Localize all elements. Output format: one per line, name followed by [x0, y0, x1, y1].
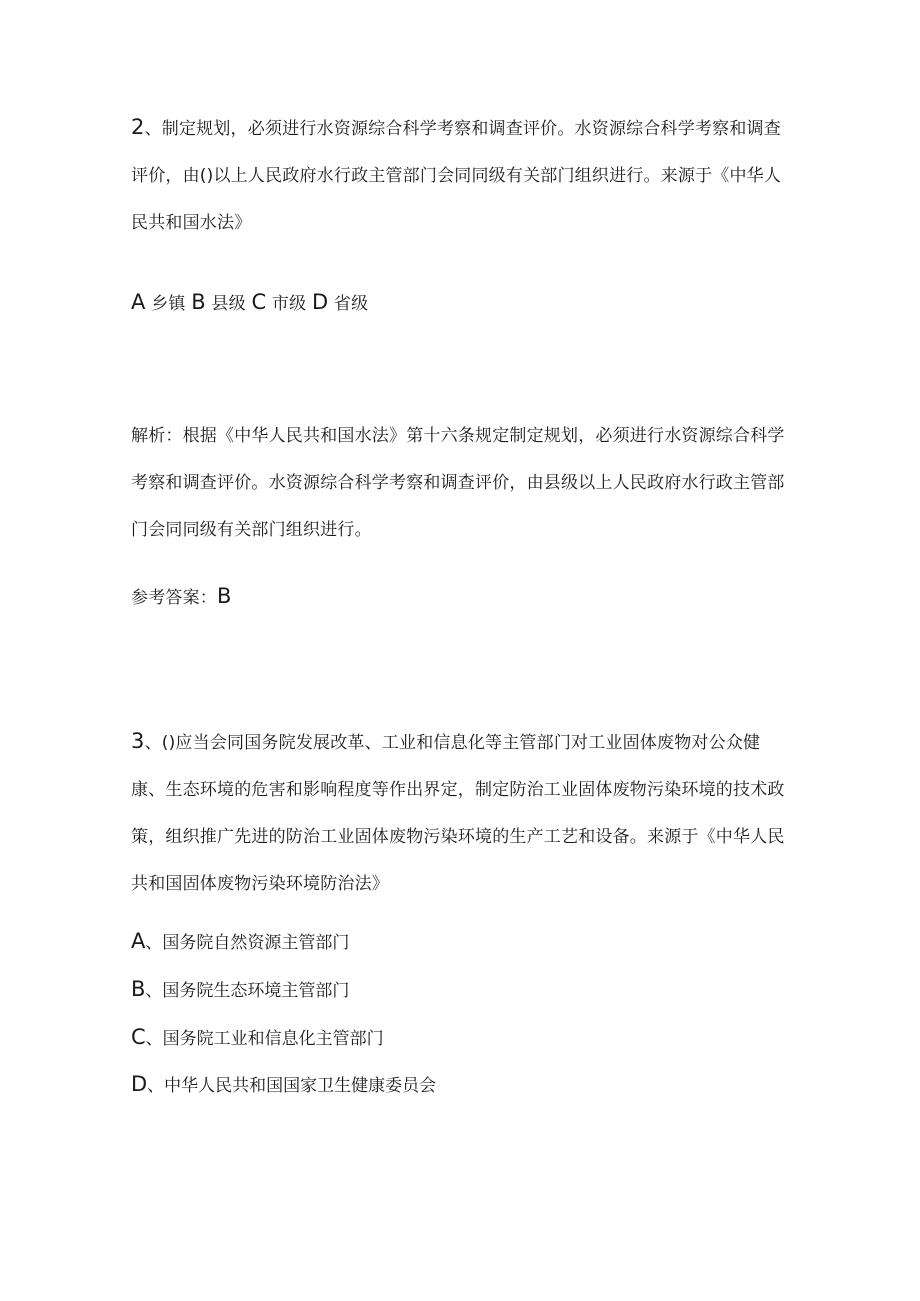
question-2-number: 2	[131, 115, 145, 139]
option-letter-d: D	[311, 290, 329, 314]
option-text-b: 县级	[211, 294, 246, 314]
question-2-stem	[131, 104, 793, 247]
question-2-options	[131, 279, 793, 328]
question-2-answer	[131, 573, 793, 622]
answer-label: 参考答案：	[131, 588, 217, 608]
question-3-stem	[131, 718, 793, 908]
option-text-a: 、国务院自然资源主管部门	[145, 933, 350, 953]
option-text-a: 乡镇	[151, 294, 186, 314]
question-2-text: 、制定规划，必须进行水资源综合科学考察和调查评价。水资源综合科学考察和调查评价，由()以上人民政府水行政主管部门会同同级有关部门组织进行。来源于《中华人民共和国水法》	[131, 119, 782, 233]
option-letter-c: C	[131, 1025, 146, 1049]
option-letter-c: C	[251, 290, 267, 314]
option-text-c: 市级	[271, 294, 307, 314]
option-text-d: 、中华人民共和国国家卫生健康委员会	[147, 1076, 437, 1096]
question-3-option-b	[131, 966, 349, 1015]
question-2-analysis: 解析：根据《中华人民共和国水法》第十六条规定制定规划，必须进行水资源综合科学考察和调查评价。水资源综合科学考察和调查评价，由县级以上人民政府水行政主管部门会同同级有关部门组织进行。	[131, 426, 785, 540]
option-letter-d: D	[131, 1072, 148, 1096]
question-3-option-c	[131, 1014, 384, 1063]
option-text-c: 、国务院工业和信息化主管部门	[145, 1029, 384, 1049]
option-letter-a: A	[131, 290, 146, 314]
answer-value: B	[217, 584, 232, 608]
option-letter-b: B	[191, 290, 206, 314]
question-3-option-d	[131, 1061, 436, 1110]
question-3-text: 、()应当会同国务院发展改革、工业和信息化等主管部门对工业固体废物对公众健康、生态环境的危害和影响程度等作出界定，制定防治工业固体废物污染环境的技术政策，组织推广先进的防治工业固体废物污染环境的生产工艺和设备。来源于《中华人民共和国固体废物污染环境防治法》	[131, 733, 785, 894]
option-text-d: 省级	[333, 294, 369, 314]
question-3-number: 3	[131, 729, 145, 753]
option-letter-a: A	[131, 929, 146, 953]
option-letter-b: B	[131, 977, 146, 1001]
option-text-b: 、国务院生态环境主管部门	[145, 981, 350, 1001]
question-3-option-a	[131, 918, 349, 967]
